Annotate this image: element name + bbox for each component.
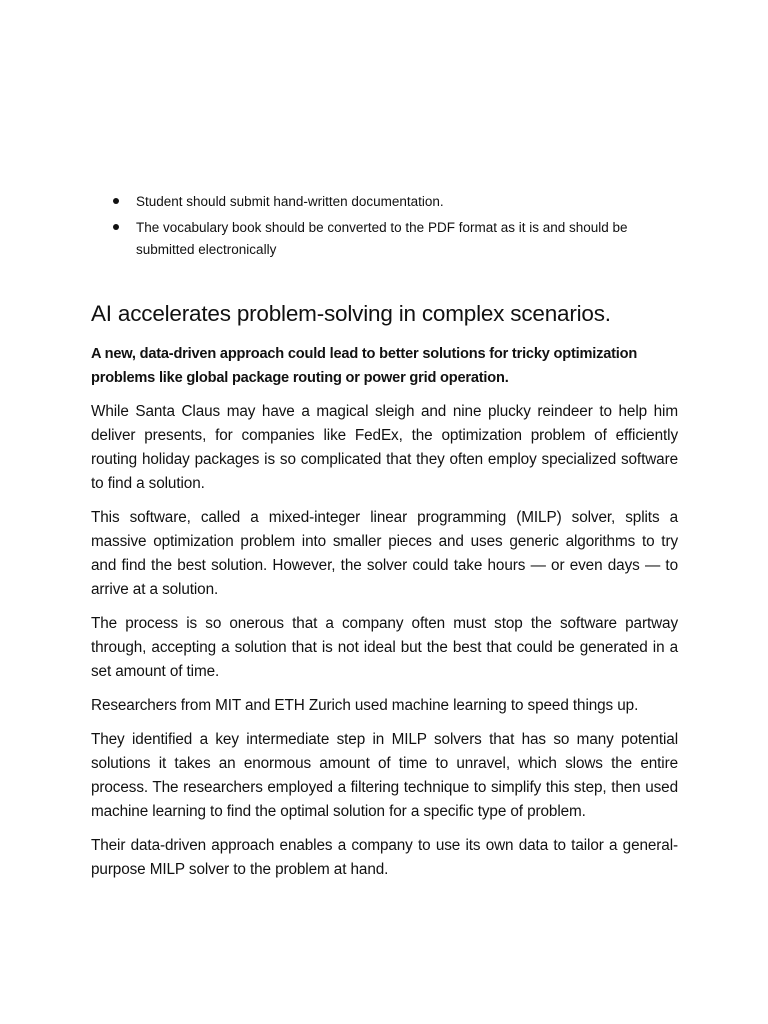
article-paragraph: They identified a key intermediate step in MILP solvers that has so many potential solutions it takes an enormous amount of time to unravel, which slows the entire process. The researchers employed a filtering technique to simplify this step, then used machine learning to find the optimal solution for a specific type of problem.	[91, 731, 678, 820]
requirements-item-text: The vocabulary book should be converted to the PDF format as it is and should be submitted electronically	[136, 220, 628, 257]
article-paragraph: This software, called a mixed-integer linear programming (MILP) solver, splits a massive optimization problem into smaller pieces and uses generic algorithms to try and find the best solution. However, the solver could take hours — or even days — to arrive at a solution.	[91, 509, 678, 598]
requirements-item	[104, 217, 664, 261]
article-lead: A new, data-driven approach could lead to better solutions for tricky optimization problems like global package routing or power grid operation.	[91, 346, 638, 386]
requirements-list	[104, 191, 664, 265]
article-paragraph: Researchers from MIT and ETH Zurich used machine learning to speed things up.	[91, 697, 639, 714]
article	[91, 298, 678, 892]
article-headline: AI accelerates problem-solving in complex scenarios.	[91, 301, 611, 326]
requirements-item-text: Student should submit hand-written documentation.	[136, 194, 444, 209]
article-paragraph: While Santa Claus may have a magical sleigh and nine plucky reindeer to help him deliver presents, for companies like FedEx, the optimization problem of efficiently routing holiday packages is so complicated that they often employ specialized software to find a solution.	[91, 403, 678, 492]
article-paragraph: The process is so onerous that a company often must stop the software partway through, accepting a solution that is not ideal but the best that could be generated in a set amount of time.	[91, 615, 678, 680]
article-paragraph: Their data-driven approach enables a company to use its own data to tailor a general-purpose MILP solver to the problem at hand.	[91, 837, 678, 878]
bullet-icon	[113, 224, 119, 230]
bullet-icon	[113, 198, 119, 204]
requirements-item	[104, 191, 664, 213]
